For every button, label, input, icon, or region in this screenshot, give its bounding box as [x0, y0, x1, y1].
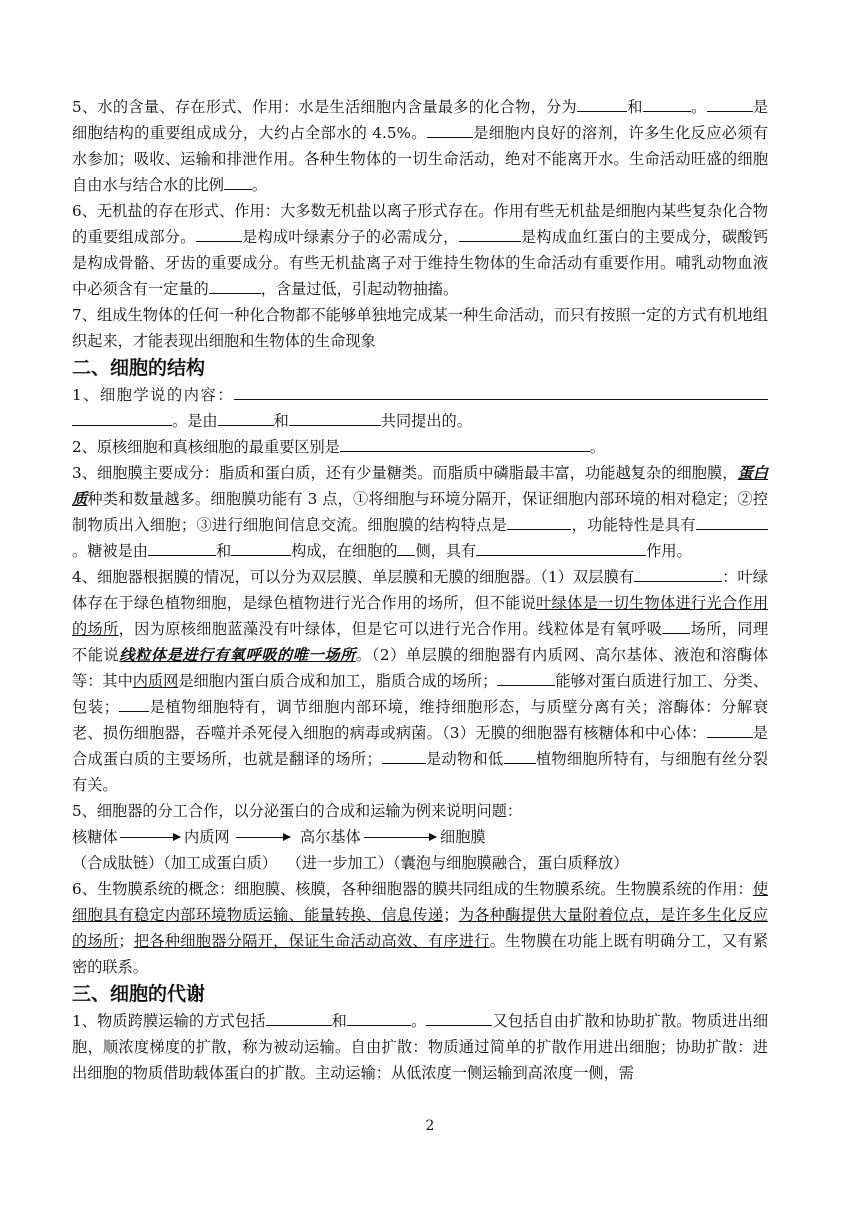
text: 内质网: [132, 672, 179, 690]
text: 和: [273, 412, 289, 430]
blank: [577, 97, 627, 112]
blank: [504, 749, 536, 764]
text: 是构成叶绿素分子的必需成分，: [241, 228, 459, 246]
blank: [459, 227, 521, 242]
text: ，功能特性是具有: [571, 516, 697, 534]
text: 。糖被是由: [72, 542, 148, 560]
secretion-flow: [72, 824, 768, 850]
text: 。生物膜在功能上既有明确分工，又有紧密的联系。: [72, 932, 769, 976]
paragraph-water: [72, 94, 768, 198]
text: 为各种酶提供大量附着位点，是许多生化反应的场所: [72, 906, 769, 950]
text: 和: [215, 542, 232, 560]
blank: [476, 541, 572, 556]
flow-step: 高尔基体: [300, 828, 361, 846]
text: 4、细胞器根据膜的情况，可以分为双层膜、单层膜和无膜的细胞器。（1）双层膜有: [72, 568, 635, 586]
text: ：叶绿体存在于绿色植物细胞，是绿色植物进行光合作用的场所，但不能说: [72, 568, 768, 612]
text: 1、物质跨膜运输的方式包括: [72, 1012, 266, 1030]
paragraph-cooperation: 5、细胞器的分工合作，以分泌蛋白的合成和运输为例来说明问题：: [72, 802, 523, 820]
text: 是合成蛋白质的主要场所，也就是翻译的场所；: [72, 724, 768, 768]
text: 。是由: [172, 412, 218, 430]
paragraph-transport: [72, 1008, 768, 1086]
text: 又包括自由扩散和协助扩散。物质进出细胞，顺浓度梯度的扩散，称为被动运输。自由扩散：物质通过简单的扩散作用进出细胞；协助扩散：进出细胞的物质借助载体蛋白的扩散。主动运输：从低浓度一侧运输到高浓度一侧，需: [72, 1012, 769, 1082]
text: 3、细胞膜主要成分：脂质和蛋白质，还有少量糖类。而脂质中磷脂最丰富，功能越复杂的细胞膜，: [72, 464, 738, 482]
flow-step: 核糖体: [72, 828, 118, 846]
flow-step: 内质网: [184, 828, 230, 846]
text: 能够对蛋白质进行加工、分类、包装；: [72, 672, 769, 716]
arrow-icon: [236, 837, 290, 838]
paragraph-membrane-system: [72, 876, 768, 980]
arrow-icon: [120, 837, 180, 838]
text: 共同提出的。: [380, 412, 472, 430]
blank: [340, 437, 590, 452]
text: ；: [118, 932, 134, 950]
text: 是细胞内良好的溶剂，许多生化反应必须有水参加；吸收、运输和排泄作用。各种生物体的一切生命活动，绝对不能离开水。生命活动旺盛的细胞自由水与结合水的比例: [72, 124, 769, 194]
paragraph-membrane: [72, 460, 768, 564]
blank: [224, 175, 252, 190]
blank: [119, 697, 149, 712]
arrow-icon: [364, 837, 436, 838]
text: ；: [443, 906, 459, 924]
paragraph-organelles: [72, 564, 768, 798]
text: 6、无机盐的存在形式、作用：大多数无机盐以离子形式存在。作用有些无机盐是细胞内某些复杂化合物的重要组成部分。: [72, 202, 768, 246]
blank: [72, 411, 172, 426]
blank: [196, 227, 242, 242]
text: 。: [690, 98, 707, 116]
blank: [218, 411, 274, 426]
flow-step: 细胞膜: [440, 828, 486, 846]
blank: [572, 541, 646, 556]
blank: [662, 619, 690, 634]
text: 是构成血红蛋白的主要成分，碳酸钙是构成骨骼、牙齿的重要成分。有些无机盐离子对于维持生物体的生命活动有重要作用。哺乳动物血液中必须含有一定量的: [72, 228, 769, 298]
text: 是细胞内蛋白质合成和加工，脂质合成的场所；: [178, 672, 498, 690]
blank: [634, 567, 722, 582]
text: 叶绿体是一切生物体进行光合作用的场所: [72, 594, 769, 638]
text: 蛋白质: [72, 464, 769, 508]
blank: [426, 1011, 492, 1026]
blank: [497, 671, 555, 686]
text: 植物细胞所特有，与细胞有丝分裂有关。: [72, 750, 768, 794]
text: 使细胞具有稳定内部环境物质运输、能量转换、信息传递: [72, 880, 768, 924]
text: 构成，在细胞的: [291, 542, 398, 560]
text: 侧，具有: [415, 542, 477, 560]
text: 。: [589, 438, 606, 456]
page-number: 2: [425, 1118, 435, 1134]
blank: [707, 723, 753, 738]
blank: [209, 279, 261, 294]
blank: [707, 97, 753, 112]
text: ，含量过低，引起动物抽搐。: [260, 280, 459, 298]
paragraph-prokaryote: [72, 434, 768, 460]
text: ，因为原核细胞蓝藻没有叶绿体，但是它可以进行光合作用。线粒体是有氧呼吸: [118, 620, 663, 638]
text: 把各种细胞器分隔开，保证生命活动高效、有序进行: [133, 932, 490, 950]
text: 场所，同理不能说: [72, 620, 769, 664]
section-title-metabolism: 三、细胞的代谢: [72, 983, 206, 1005]
document-page: [72, 94, 768, 1086]
text: 6、生物膜系统的概念：细胞膜、核膜，各种细胞器的膜共同组成的生物膜系统。生物膜系统的作用：: [72, 880, 753, 898]
text: 是细胞结构的重要组成成分，大约占全部水的 4.5%。: [72, 98, 769, 142]
blank: [148, 541, 216, 556]
blank: [643, 97, 691, 112]
text: 。（2）单层膜的细胞器有内质网、高尔基体、液泡和溶酶体等：其中: [72, 646, 769, 690]
text: 线粒体是进行有氧呼吸的唯一场所: [119, 646, 356, 664]
blank: [289, 411, 381, 426]
text: 种类和数量越多。细胞膜功能有 3 点，①将细胞与环境分隔开，保证细胞内部环境的相对稳定；②控制物质出入细胞；③进行细胞间信息交流。细胞膜的结构特点是: [72, 490, 768, 534]
text: 2、原核细胞和真核细胞的最重要区别是: [72, 438, 340, 456]
blank: [427, 123, 473, 138]
blank: [507, 515, 571, 530]
text: 和: [627, 98, 643, 116]
text: 。: [251, 176, 268, 194]
section-title-structure: 二、细胞的结构: [72, 357, 206, 379]
blank: [397, 541, 415, 556]
text: 是动物和低: [425, 750, 504, 768]
paragraph-salt: [72, 198, 768, 302]
blank: [231, 541, 291, 556]
flow-notes: （合成肽链）（加工成蛋白质） （进一步加工）（囊泡与细胞膜融合，蛋白质释放）: [72, 854, 629, 872]
text: 5、水的含量、存在形式、作用：水是生活细胞内含量最多的化合物，分为: [72, 98, 578, 116]
blank: [234, 385, 768, 400]
text: 。: [410, 1012, 427, 1030]
blank: [266, 1011, 332, 1026]
text: 是植物细胞特有，调节细胞内部环境，维持细胞形态，与质壁分离有关；溶酶体：分解衰老、损伤细胞器，吞噬并杀死侵入细胞的病毒或病菌。（3）无膜的细胞器有核糖体和中心体：: [72, 698, 769, 742]
text: 1、细胞学说的内容：: [72, 386, 234, 404]
blank: [696, 515, 768, 530]
text: 和: [331, 1012, 347, 1030]
text: 作用。: [646, 542, 692, 560]
paragraph-cell-theory: [72, 382, 768, 434]
blank: [347, 1011, 411, 1026]
paragraph-compound: 7、组成生物体的任何一种化合物都不能够单独地完成某一种生命活动，而只有按照一定的方式有机地组织起来，才能表现出细胞和生物体的生命现象: [72, 306, 768, 350]
blank: [382, 749, 426, 764]
